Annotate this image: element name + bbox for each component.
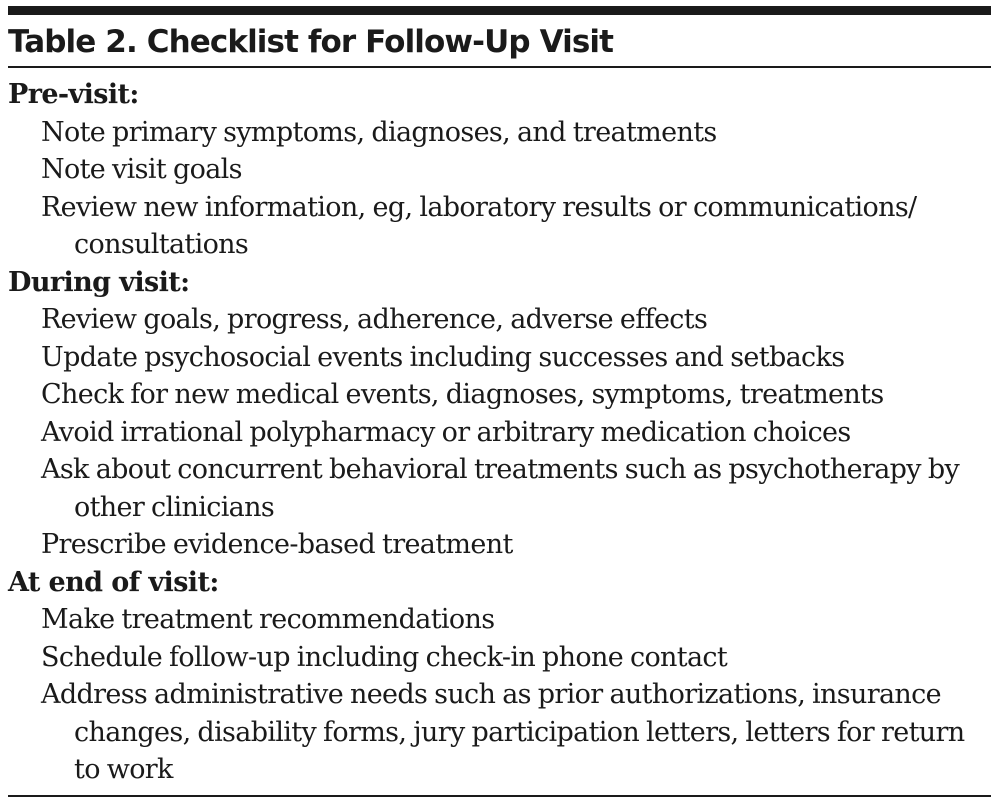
list-item: Schedule follow-up including check-in phone contact — [41, 641, 728, 673]
list-item: Avoid irrational polypharmacy or arbitrary medication choices — [41, 416, 851, 448]
list-item: Update psychosocial events including successes and setbacks — [41, 341, 845, 373]
list-item: Check for new medical events, diagnoses, symptoms, treatments — [41, 379, 884, 410]
list-item: Prescribe evidence-based treatment — [41, 529, 513, 560]
item-list — [8, 601, 991, 789]
list-item: Note visit goals — [41, 154, 242, 185]
list-item: Note primary symptoms, diagnoses, and treatments — [41, 116, 717, 148]
item-list — [8, 301, 991, 564]
table-body — [8, 76, 991, 789]
list-item: Review new information, eg, laboratory results or communications/ consultations — [41, 191, 917, 260]
title-rule — [8, 66, 991, 68]
list-item: Make treatment recommendations — [41, 604, 495, 635]
list-item: Review goals, progress, adherence, adverse effects — [41, 304, 708, 335]
checklist-table — [8, 0, 991, 804]
section-heading: Pre-visit: — [8, 79, 139, 110]
list-item: Ask about concurrent behavioral treatments such as psychotherapy by other clinicians — [41, 454, 960, 523]
section-during-visit — [8, 264, 991, 564]
bottom-rule — [8, 795, 991, 797]
section-heading: During visit: — [8, 266, 190, 298]
item-list — [8, 114, 991, 264]
table-title: Table 2. Checklist for Follow-Up Visit — [8, 24, 614, 60]
section-end-of-visit — [8, 564, 991, 789]
top-rule — [8, 6, 991, 15]
section-heading: At end of visit: — [8, 566, 219, 598]
list-item: Address administrative needs such as prior authorizations, insurance changes, disability forms, jury participation letters, letters for return to work — [41, 679, 965, 785]
section-pre-visit — [8, 76, 991, 264]
